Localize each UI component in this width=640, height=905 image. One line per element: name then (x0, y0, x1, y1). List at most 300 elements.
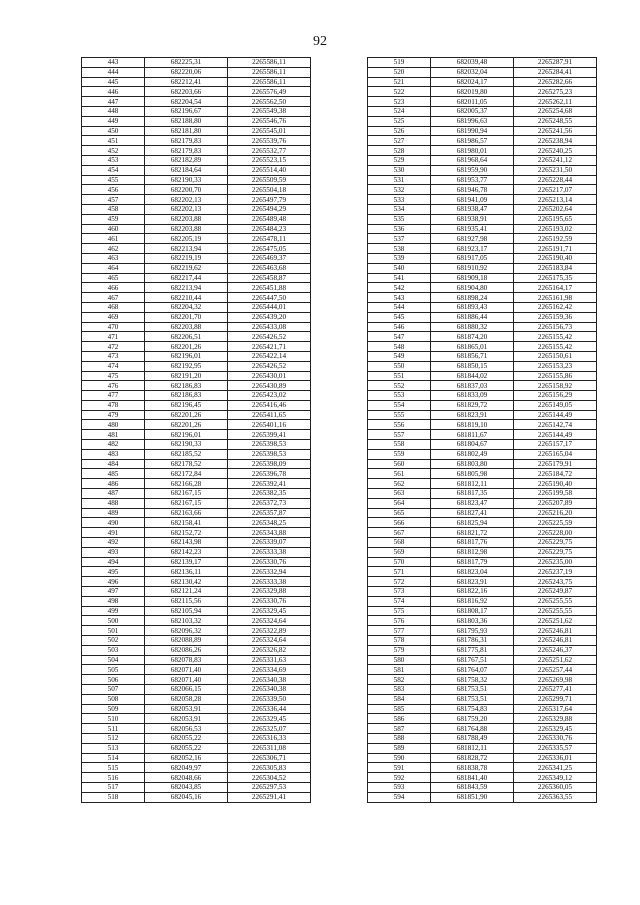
y-coordinate-cell: 2265257,44 (514, 665, 597, 675)
point-number-cell: 497 (82, 587, 145, 597)
point-number-cell: 580 (368, 655, 431, 665)
table-row (82, 567, 311, 577)
y-coordinate-cell: 2265401,16 (228, 420, 311, 430)
y-coordinate-cell: 2265299,71 (514, 694, 597, 704)
x-coordinate-cell: 681893,43 (431, 302, 514, 312)
table-row (82, 685, 311, 695)
x-coordinate-cell: 682178,52 (145, 459, 228, 469)
point-number-cell: 505 (82, 665, 145, 675)
table-row (368, 430, 597, 440)
x-coordinate-cell: 681941,09 (431, 195, 514, 205)
x-coordinate-cell: 682130,42 (145, 577, 228, 587)
point-number-cell: 500 (82, 616, 145, 626)
x-coordinate-cell: 682019,80 (431, 87, 514, 97)
y-coordinate-cell: 2265190,40 (514, 479, 597, 489)
point-number-cell: 577 (368, 626, 431, 636)
point-number-cell: 583 (368, 685, 431, 695)
y-coordinate-cell: 2265339,50 (228, 694, 311, 704)
y-coordinate-cell: 2265426,52 (228, 332, 311, 342)
point-number-cell: 475 (82, 371, 145, 381)
x-coordinate-cell: 682043,85 (145, 782, 228, 792)
point-number-cell: 470 (82, 322, 145, 332)
table-row (368, 253, 597, 263)
point-number-cell: 536 (368, 224, 431, 234)
table-row (368, 361, 597, 371)
point-number-cell: 574 (368, 596, 431, 606)
x-coordinate-cell: 681758,32 (431, 675, 514, 685)
point-number-cell: 581 (368, 665, 431, 675)
point-number-cell: 479 (82, 410, 145, 420)
table-row (82, 293, 311, 303)
y-coordinate-cell: 2265287,91 (514, 58, 597, 68)
x-coordinate-cell: 682201,26 (145, 420, 228, 430)
y-coordinate-cell: 2265333,38 (228, 547, 311, 557)
table-row (82, 528, 311, 538)
x-coordinate-cell: 681812,11 (431, 479, 514, 489)
x-coordinate-cell: 682201,26 (145, 410, 228, 420)
table-row (82, 489, 311, 499)
y-coordinate-cell: 2265326,82 (228, 645, 311, 655)
table-row (82, 655, 311, 665)
point-number-cell: 453 (82, 155, 145, 165)
table-row (82, 136, 311, 146)
y-coordinate-cell: 2265249,87 (514, 587, 597, 597)
point-number-cell: 443 (82, 58, 145, 68)
point-number-cell: 584 (368, 694, 431, 704)
table-row (368, 155, 597, 165)
point-number-cell: 509 (82, 704, 145, 714)
table-row (82, 342, 311, 352)
x-coordinate-cell: 682213,94 (145, 283, 228, 293)
y-coordinate-cell: 2265202,64 (514, 204, 597, 214)
point-number-cell: 573 (368, 587, 431, 597)
table-row (82, 724, 311, 734)
x-coordinate-cell: 681898,24 (431, 293, 514, 303)
x-coordinate-cell: 682210,44 (145, 293, 228, 303)
y-coordinate-cell: 2265149,05 (514, 400, 597, 410)
x-coordinate-cell: 682167,15 (145, 498, 228, 508)
table-row (368, 508, 597, 518)
y-coordinate-cell: 2265329,45 (228, 714, 311, 724)
point-number-cell: 549 (368, 351, 431, 361)
table-row (82, 253, 311, 263)
y-coordinate-cell: 2265340,38 (228, 685, 311, 695)
y-coordinate-cell: 2265484,23 (228, 224, 311, 234)
y-coordinate-cell: 2265324,64 (228, 636, 311, 646)
table-row (82, 244, 311, 254)
x-coordinate-cell: 682143,98 (145, 538, 228, 548)
x-coordinate-cell: 681927,98 (431, 234, 514, 244)
page-number: 92 (313, 34, 327, 49)
x-coordinate-cell: 681837,03 (431, 381, 514, 391)
point-number-cell: 485 (82, 469, 145, 479)
x-coordinate-cell: 682024,17 (431, 77, 514, 87)
point-number-cell: 492 (82, 538, 145, 548)
x-coordinate-cell: 682203,88 (145, 214, 228, 224)
point-number-cell: 473 (82, 351, 145, 361)
y-coordinate-cell: 2265349,12 (514, 773, 597, 783)
table-row (82, 518, 311, 528)
y-coordinate-cell: 2265213,14 (514, 195, 597, 205)
table-row (368, 175, 597, 185)
x-coordinate-cell: 682185,52 (145, 449, 228, 459)
table-row (368, 440, 597, 450)
y-coordinate-cell: 2265284,41 (514, 67, 597, 77)
x-coordinate-cell: 682158,41 (145, 518, 228, 528)
y-coordinate-cell: 2265330,76 (228, 596, 311, 606)
y-coordinate-cell: 2265546,76 (228, 116, 311, 126)
table-row (368, 449, 597, 459)
point-number-cell: 446 (82, 87, 145, 97)
y-coordinate-cell: 2265275,23 (514, 87, 597, 97)
point-number-cell: 564 (368, 498, 431, 508)
x-coordinate-cell: 681753,51 (431, 685, 514, 695)
table-row (368, 283, 597, 293)
point-number-cell: 540 (368, 263, 431, 273)
table-row (368, 214, 597, 224)
table-row (82, 67, 311, 77)
y-coordinate-cell: 2265277,41 (514, 685, 597, 695)
table-row (368, 733, 597, 743)
point-number-cell: 448 (82, 106, 145, 116)
table-row (368, 675, 597, 685)
x-coordinate-cell: 681775,81 (431, 645, 514, 655)
x-coordinate-cell: 681802,49 (431, 449, 514, 459)
y-coordinate-cell: 2265336,44 (228, 704, 311, 714)
table-row (368, 724, 597, 734)
table-row (368, 351, 597, 361)
point-number-cell: 523 (368, 97, 431, 107)
table-row (368, 782, 597, 792)
x-coordinate-cell: 681817,76 (431, 538, 514, 548)
y-coordinate-cell: 2265416,46 (228, 400, 311, 410)
table-row (368, 312, 597, 322)
table-row (368, 763, 597, 773)
x-coordinate-cell: 681819,10 (431, 420, 514, 430)
x-coordinate-cell: 682071,40 (145, 675, 228, 685)
x-coordinate-cell: 682058,28 (145, 694, 228, 704)
point-number-cell: 503 (82, 645, 145, 655)
table-row (368, 126, 597, 136)
table-row (368, 165, 597, 175)
y-coordinate-cell: 2265306,71 (228, 753, 311, 763)
point-number-cell: 528 (368, 146, 431, 156)
point-number-cell: 570 (368, 557, 431, 567)
x-coordinate-cell: 682078,83 (145, 655, 228, 665)
point-number-cell: 474 (82, 361, 145, 371)
y-coordinate-cell: 2265165,04 (514, 449, 597, 459)
y-coordinate-cell: 2265228,44 (514, 175, 597, 185)
table-row (82, 312, 311, 322)
table-row (82, 165, 311, 175)
y-coordinate-cell: 2265262,11 (514, 97, 597, 107)
x-coordinate-cell: 682212,41 (145, 77, 228, 87)
x-coordinate-cell: 682219,62 (145, 263, 228, 273)
x-coordinate-cell: 682196,01 (145, 430, 228, 440)
table-row (368, 645, 597, 655)
y-coordinate-cell: 2265153,23 (514, 361, 597, 371)
table-row (368, 146, 597, 156)
x-coordinate-cell: 682045,16 (145, 792, 228, 802)
x-coordinate-cell: 682190,33 (145, 440, 228, 450)
y-coordinate-cell: 2265335,57 (514, 743, 597, 753)
x-coordinate-cell: 682179,83 (145, 136, 228, 146)
x-coordinate-cell: 682202,13 (145, 195, 228, 205)
y-coordinate-cell: 2265333,38 (228, 577, 311, 587)
y-coordinate-cell: 2265398,53 (228, 440, 311, 450)
table-row (368, 322, 597, 332)
table-row (82, 263, 311, 273)
point-number-cell: 467 (82, 293, 145, 303)
point-number-cell: 568 (368, 538, 431, 548)
table-row (368, 420, 597, 430)
table-row (368, 655, 597, 665)
point-number-cell: 592 (368, 773, 431, 783)
y-coordinate-cell: 2265192,59 (514, 234, 597, 244)
point-number-cell: 579 (368, 645, 431, 655)
point-number-cell: 469 (82, 312, 145, 322)
y-coordinate-cell: 2265231,50 (514, 165, 597, 175)
point-number-cell: 486 (82, 479, 145, 489)
y-coordinate-cell: 2265421,71 (228, 342, 311, 352)
table-row (368, 685, 597, 695)
x-coordinate-cell: 682048,66 (145, 773, 228, 783)
x-coordinate-cell: 681764,07 (431, 665, 514, 675)
x-coordinate-cell: 681880,32 (431, 322, 514, 332)
x-coordinate-cell: 681825,94 (431, 518, 514, 528)
point-number-cell: 594 (368, 792, 431, 802)
point-number-cell: 454 (82, 165, 145, 175)
x-coordinate-cell: 681990,94 (431, 126, 514, 136)
y-coordinate-cell: 2265190,40 (514, 253, 597, 263)
point-number-cell: 488 (82, 498, 145, 508)
point-number-cell: 463 (82, 253, 145, 263)
y-coordinate-cell: 2265330,76 (514, 733, 597, 743)
y-coordinate-cell: 2265430,89 (228, 381, 311, 391)
table-row (82, 547, 311, 557)
y-coordinate-cell: 2265142,74 (514, 420, 597, 430)
x-coordinate-cell: 682205,19 (145, 234, 228, 244)
point-number-cell: 587 (368, 724, 431, 734)
y-coordinate-cell: 2265329,88 (514, 714, 597, 724)
table-row (82, 400, 311, 410)
x-coordinate-cell: 681764,88 (431, 724, 514, 734)
x-coordinate-cell: 682220,06 (145, 67, 228, 77)
y-coordinate-cell: 2265248,55 (514, 116, 597, 126)
x-coordinate-cell: 681754,83 (431, 704, 514, 714)
table-row (82, 753, 311, 763)
point-number-cell: 538 (368, 244, 431, 254)
table-row (368, 410, 597, 420)
point-number-cell: 545 (368, 312, 431, 322)
y-coordinate-cell: 2265282,66 (514, 77, 597, 87)
y-coordinate-cell: 2265340,38 (228, 675, 311, 685)
point-number-cell: 506 (82, 675, 145, 685)
x-coordinate-cell: 681838,78 (431, 763, 514, 773)
table-row (82, 538, 311, 548)
y-coordinate-cell: 2265156,73 (514, 322, 597, 332)
point-number-cell: 458 (82, 204, 145, 214)
x-coordinate-cell: 681874,20 (431, 332, 514, 342)
y-coordinate-cell: 2265586,11 (228, 58, 311, 68)
y-coordinate-cell: 2265175,35 (514, 273, 597, 283)
table-row (82, 185, 311, 195)
y-coordinate-cell: 2265332,94 (228, 567, 311, 577)
y-coordinate-cell: 2265241,12 (514, 155, 597, 165)
y-coordinate-cell: 2265297,53 (228, 782, 311, 792)
table-row (82, 469, 311, 479)
y-coordinate-cell: 2265251,62 (514, 616, 597, 626)
x-coordinate-cell: 681786,31 (431, 636, 514, 646)
point-number-cell: 491 (82, 528, 145, 538)
point-number-cell: 542 (368, 283, 431, 293)
table-row (82, 763, 311, 773)
table-row (82, 214, 311, 224)
x-coordinate-cell: 681844,02 (431, 371, 514, 381)
point-number-cell: 571 (368, 567, 431, 577)
x-coordinate-cell: 681808,17 (431, 606, 514, 616)
table-row (368, 224, 597, 234)
y-coordinate-cell: 2265469,37 (228, 253, 311, 263)
point-number-cell: 516 (82, 773, 145, 783)
x-coordinate-cell: 681816,92 (431, 596, 514, 606)
point-number-cell: 541 (368, 273, 431, 283)
table-row (82, 508, 311, 518)
table-row (82, 195, 311, 205)
x-coordinate-cell: 682032,04 (431, 67, 514, 77)
point-number-cell: 553 (368, 391, 431, 401)
point-number-cell: 585 (368, 704, 431, 714)
point-number-cell: 562 (368, 479, 431, 489)
table-row (82, 675, 311, 685)
x-coordinate-cell: 682203,88 (145, 322, 228, 332)
point-number-cell: 533 (368, 195, 431, 205)
point-number-cell: 493 (82, 547, 145, 557)
y-coordinate-cell: 2265159,36 (514, 312, 597, 322)
point-number-cell: 476 (82, 381, 145, 391)
x-coordinate-cell: 682191,20 (145, 371, 228, 381)
table-row (368, 704, 597, 714)
table-row (368, 371, 597, 381)
x-coordinate-cell: 681917,05 (431, 253, 514, 263)
point-number-cell: 582 (368, 675, 431, 685)
point-number-cell: 482 (82, 440, 145, 450)
y-coordinate-cell: 2265246,37 (514, 645, 597, 655)
x-coordinate-cell: 682163,66 (145, 508, 228, 518)
x-coordinate-cell: 681886,44 (431, 312, 514, 322)
table-row (82, 106, 311, 116)
x-coordinate-cell: 681980,01 (431, 146, 514, 156)
x-coordinate-cell: 681823,47 (431, 498, 514, 508)
x-coordinate-cell: 682005,37 (431, 106, 514, 116)
point-number-cell: 489 (82, 508, 145, 518)
table-row (368, 273, 597, 283)
x-coordinate-cell: 681923,17 (431, 244, 514, 254)
table-row (368, 185, 597, 195)
point-number-cell: 450 (82, 126, 145, 136)
y-coordinate-cell: 2265357,87 (228, 508, 311, 518)
point-number-cell: 531 (368, 175, 431, 185)
point-number-cell: 468 (82, 302, 145, 312)
y-coordinate-cell: 2265330,76 (228, 557, 311, 567)
y-coordinate-cell: 2265447,50 (228, 293, 311, 303)
point-number-cell: 465 (82, 273, 145, 283)
y-coordinate-cell: 2265237,19 (514, 567, 597, 577)
point-number-cell: 565 (368, 508, 431, 518)
y-coordinate-cell: 2265207,89 (514, 498, 597, 508)
point-number-cell: 591 (368, 763, 431, 773)
table-row (82, 587, 311, 597)
y-coordinate-cell: 2265191,71 (514, 244, 597, 254)
y-coordinate-cell: 2265576,49 (228, 87, 311, 97)
y-coordinate-cell: 2265255,55 (514, 596, 597, 606)
y-coordinate-cell: 2265399,41 (228, 430, 311, 440)
table-row (82, 773, 311, 783)
x-coordinate-cell: 682217,44 (145, 273, 228, 283)
x-coordinate-cell: 682086,26 (145, 645, 228, 655)
x-coordinate-cell: 681953,77 (431, 175, 514, 185)
table-row (82, 273, 311, 283)
table-row (368, 234, 597, 244)
point-number-cell: 576 (368, 616, 431, 626)
y-coordinate-cell: 2265317,64 (514, 704, 597, 714)
point-number-cell: 517 (82, 782, 145, 792)
table-row (368, 577, 597, 587)
y-coordinate-cell: 2265228,00 (514, 528, 597, 538)
table-row (82, 322, 311, 332)
y-coordinate-cell: 2265372,73 (228, 498, 311, 508)
point-number-cell: 555 (368, 410, 431, 420)
y-coordinate-cell: 2265489,48 (228, 214, 311, 224)
y-coordinate-cell: 2265532,77 (228, 146, 311, 156)
point-number-cell: 498 (82, 596, 145, 606)
table-row (82, 459, 311, 469)
table-row (82, 87, 311, 97)
x-coordinate-cell: 682206,51 (145, 332, 228, 342)
x-coordinate-cell: 682105,94 (145, 606, 228, 616)
x-coordinate-cell: 681850,15 (431, 361, 514, 371)
x-coordinate-cell: 682053,91 (145, 704, 228, 714)
table-row (368, 538, 597, 548)
table-row (82, 557, 311, 567)
y-coordinate-cell: 2265235,00 (514, 557, 597, 567)
x-coordinate-cell: 681817,79 (431, 557, 514, 567)
y-coordinate-cell: 2265255,55 (514, 606, 597, 616)
x-coordinate-cell: 681938,91 (431, 214, 514, 224)
table-row (82, 449, 311, 459)
table-row (82, 381, 311, 391)
point-number-cell: 552 (368, 381, 431, 391)
point-number-cell: 480 (82, 420, 145, 430)
point-number-cell: 537 (368, 234, 431, 244)
y-coordinate-cell: 2265439,20 (228, 312, 311, 322)
table-row (368, 694, 597, 704)
x-coordinate-cell: 682121,24 (145, 587, 228, 597)
x-coordinate-cell: 682139,17 (145, 557, 228, 567)
y-coordinate-cell: 2265144,49 (514, 430, 597, 440)
x-coordinate-cell: 682192,95 (145, 361, 228, 371)
table-row (368, 87, 597, 97)
point-number-cell: 510 (82, 714, 145, 724)
table-row (368, 400, 597, 410)
point-number-cell: 526 (368, 126, 431, 136)
x-coordinate-cell: 682152,72 (145, 528, 228, 538)
point-number-cell: 535 (368, 214, 431, 224)
table-row (82, 371, 311, 381)
x-coordinate-cell: 682049,97 (145, 763, 228, 773)
point-number-cell: 554 (368, 400, 431, 410)
table-row (82, 146, 311, 156)
